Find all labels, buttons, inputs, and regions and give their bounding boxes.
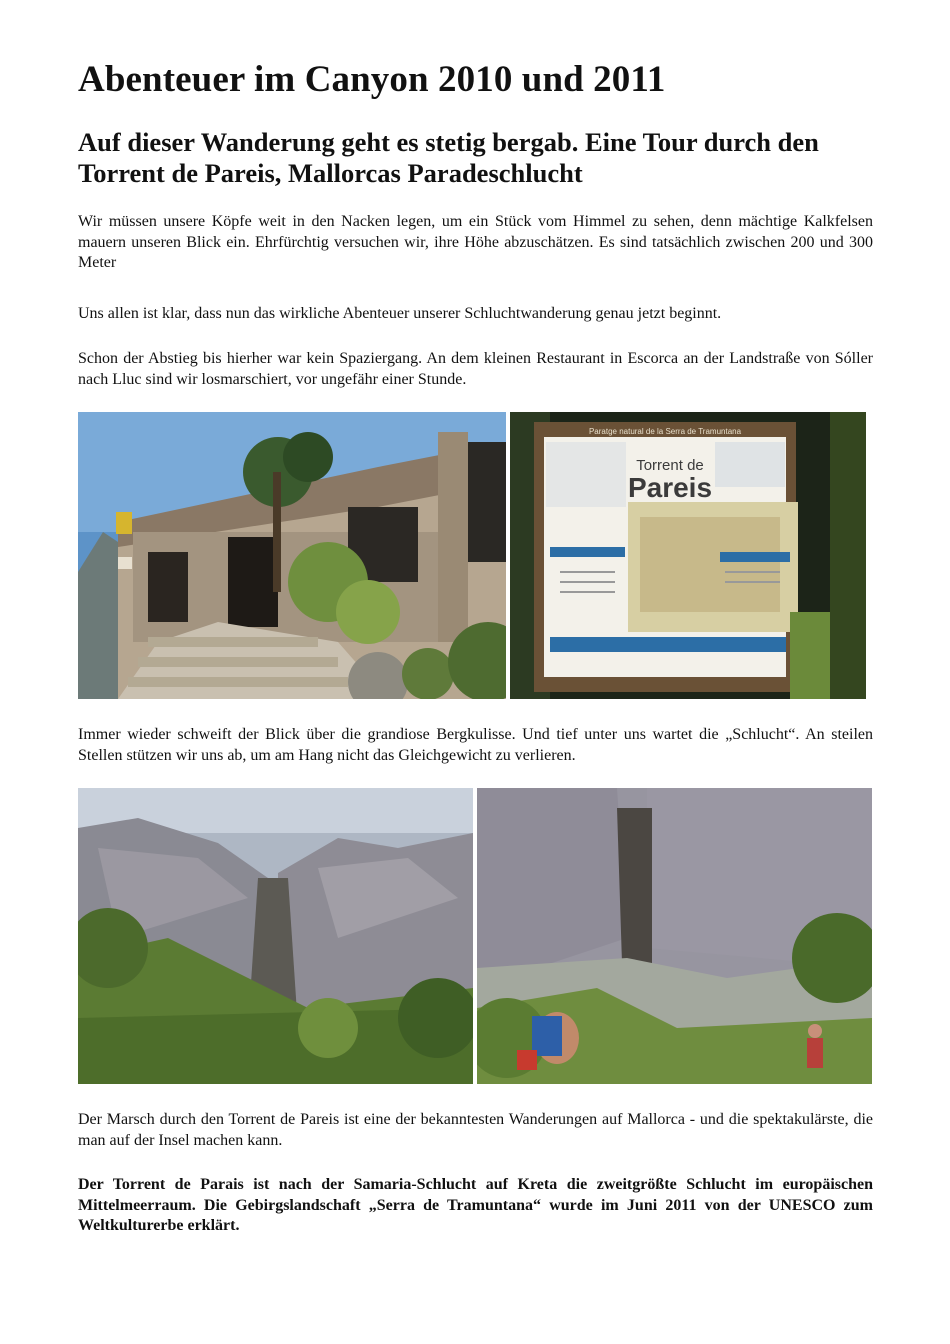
torrent-de-pareis-sign-photo [510,412,866,699]
page-subtitle: Auf dieser Wanderung geht es stetig bergab. Eine Tour durch den Torrent de Pareis, Mallorcas Paradeschlucht [78,127,819,188]
paragraph-scenery: Immer wieder schweift der Blick über die grandiose Bergkulisse. Und tief unter uns wartet die „Schlucht“. An steilen Stellen stützen wir uns ab, um am Hang nicht das Gleichgewicht zu verlieren. [78,726,873,764]
page-title: Abenteuer im Canyon 2010 und 2011 [78,59,666,100]
paragraph-march: Der Marsch durch den Torrent de Pareis ist eine der bekanntesten Wanderungen auf Mallorca - und die spektakulärste, die man auf der Insel machen kann. [78,1111,873,1149]
sign-title-line2: Pareis [627,472,713,503]
sign-header-text: Paratge natural de la Serra de Tramuntana [588,427,742,436]
restaurant-photo [78,412,506,699]
paragraph-unesco: Der Torrent de Parais ist nach der Samaria-Schlucht auf Kreta die zweitgrößte Schlucht im europäischen Mittelmeerraum. Die Gebirgslandschaft „Serra de Tramuntana“ wurde im Juni 2011 von der UNESCO zum Weltkulturerbe erklärt. [78,1176,873,1234]
gorge-panorama-photo [78,788,473,1084]
paragraph-descent: Schon der Abstieg bis hierher war kein Spaziergang. An dem kleinen Restaurant in Escorca an der Landstraße von Sóller nach Lluc sind wir losmarschiert, vor ungefähr einer Stunde. [78,350,873,388]
sign-title-line1: Torrent de [636,457,704,474]
paragraph-adventure: Uns allen ist klar, dass nun das wirkliche Abenteuer unserer Schluchtwanderung genau jetzt beginnt. [78,305,722,322]
hikers-descent-photo [477,788,872,1084]
paragraph-intro: Wir müssen unsere Köpfe weit in den Nacken legen, um ein Stück vom Himmel zu sehen, denn mächtige Kalkfelsen mauern unseren Blick ein. Ehrfürchtig versuchen wir, ihre Höhe abzuschätzen. Es sind tatsächlich zwischen 200 und 300 Meter [78,213,873,271]
